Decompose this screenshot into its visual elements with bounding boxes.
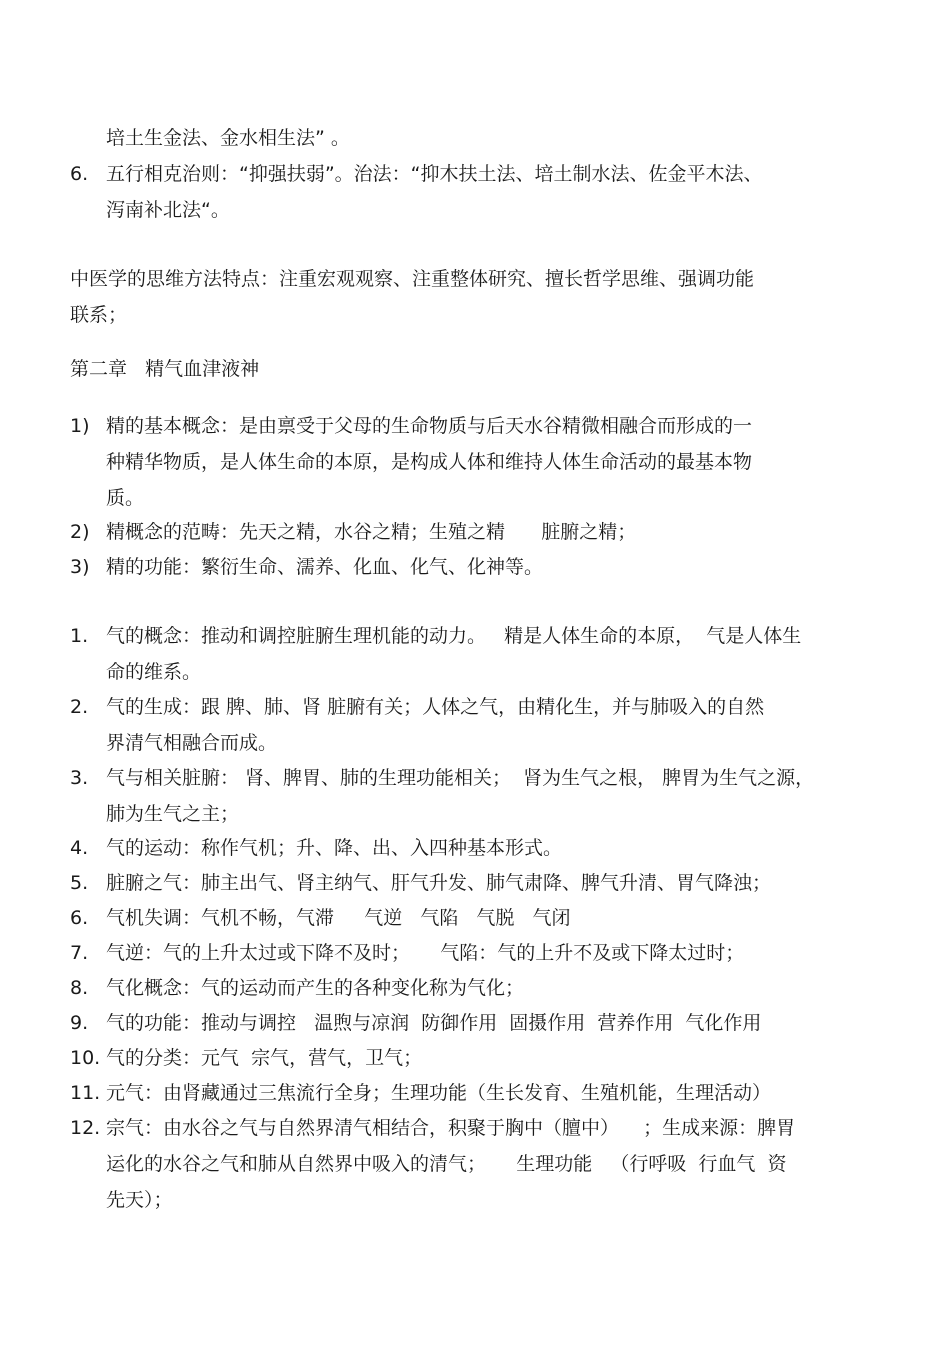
continuation-line: 培土生金法、金水相生法” 。	[106, 127, 350, 149]
list-text: 气的生成：跟 脾、肺、肾 脏腑有关；人体之气，由精化生，并与肺吸入的自然 界清气相融合而成。	[106, 696, 765, 754]
list-text: 五行相克治则：“抑强扶弱”。治法：“抑木扶土法、培土制水法、佐金平木法、 泻南补北法“。	[106, 163, 763, 221]
list-text: 气的分类：元气 宗气，营气，卫气；	[106, 1047, 423, 1069]
list-number: 11.	[70, 1082, 101, 1104]
list-text: 气逆：气的上升太过或下降不及时； 气陷：气的上升不及或下降太过时；	[106, 942, 745, 964]
list-text: 脏腑之气：肺主出气、肾主纳气、肝气升发、肺气肃降、脾气升清、胃气降浊；	[106, 872, 772, 894]
list-text: 宗气：由水谷之气与自然界清气相结合，积聚于胸中（膻中） ；生成来源：脾胃 运化的水谷之气和肺从自然界中吸入的清气； 生理功能 （行呼吸 行血气 资 先天）；	[106, 1117, 796, 1211]
list-number: 5.	[70, 872, 89, 894]
list-number: 8.	[70, 977, 89, 999]
list-text: 气与相关脏腑： 肾、脾胃、肺的生理功能相关； 肾为生气之根， 脾胃为生气之源， 肺为生气之主；	[106, 767, 815, 825]
list-number: 10.	[70, 1047, 101, 1069]
list-number: 6.	[70, 907, 89, 929]
list-number: 2.	[70, 696, 89, 718]
list-number: 6.	[70, 163, 89, 185]
list-text: 精概念的范畴：先天之精，水谷之精；生殖之精 脏腑之精；	[106, 521, 637, 543]
list-text: 元气：由肾藏通过三焦流行全身；生理功能（生长发育、生殖机能，生理活动）	[106, 1082, 772, 1104]
list-number: 12.	[70, 1117, 101, 1139]
list-number: 4.	[70, 837, 89, 859]
list-number: 3.	[70, 767, 89, 789]
list-number: 7.	[70, 942, 89, 964]
list-text: 气机失调：气机不畅，气滞 气逆 气陷 气脱 气闭	[106, 907, 571, 929]
list-text: 气的概念：推动和调控脏腑生理机能的动力。 精是人体生命的本原， 气是人体生 命的维系。	[106, 625, 802, 683]
list-text: 精的基本概念：是由禀受于父母的生命物质与后天水谷精微相融合而形成的一 种精华物质，是人体生命的本原，是构成人体和维持人体生命活动的最基本物 质。	[106, 415, 753, 509]
chapter-title: 第二章 精气血津液神	[70, 358, 260, 380]
thinking-method-paragraph: 中医学的思维方法特点：注重宏观观察、注重整体研究、擅长哲学思维、强调功能 联系；	[70, 268, 755, 326]
list-text: 气化概念：气的运动而产生的各种变化称为气化；	[106, 977, 525, 999]
list-number: 1.	[70, 625, 89, 647]
list-number: 2)	[70, 521, 90, 543]
list-text: 精的功能：繁衍生命、濡养、化血、化气、化神等。	[106, 556, 544, 578]
list-text: 气的功能：推动与调控 温煦与凉润 防御作用 固摄作用 营养作用 气化作用	[106, 1012, 762, 1034]
list-number: 1)	[70, 415, 90, 437]
list-number: 3)	[70, 556, 90, 578]
list-text: 气的运动：称作气机；升、降、出、入四种基本形式。	[106, 837, 563, 859]
list-number: 9.	[70, 1012, 89, 1034]
